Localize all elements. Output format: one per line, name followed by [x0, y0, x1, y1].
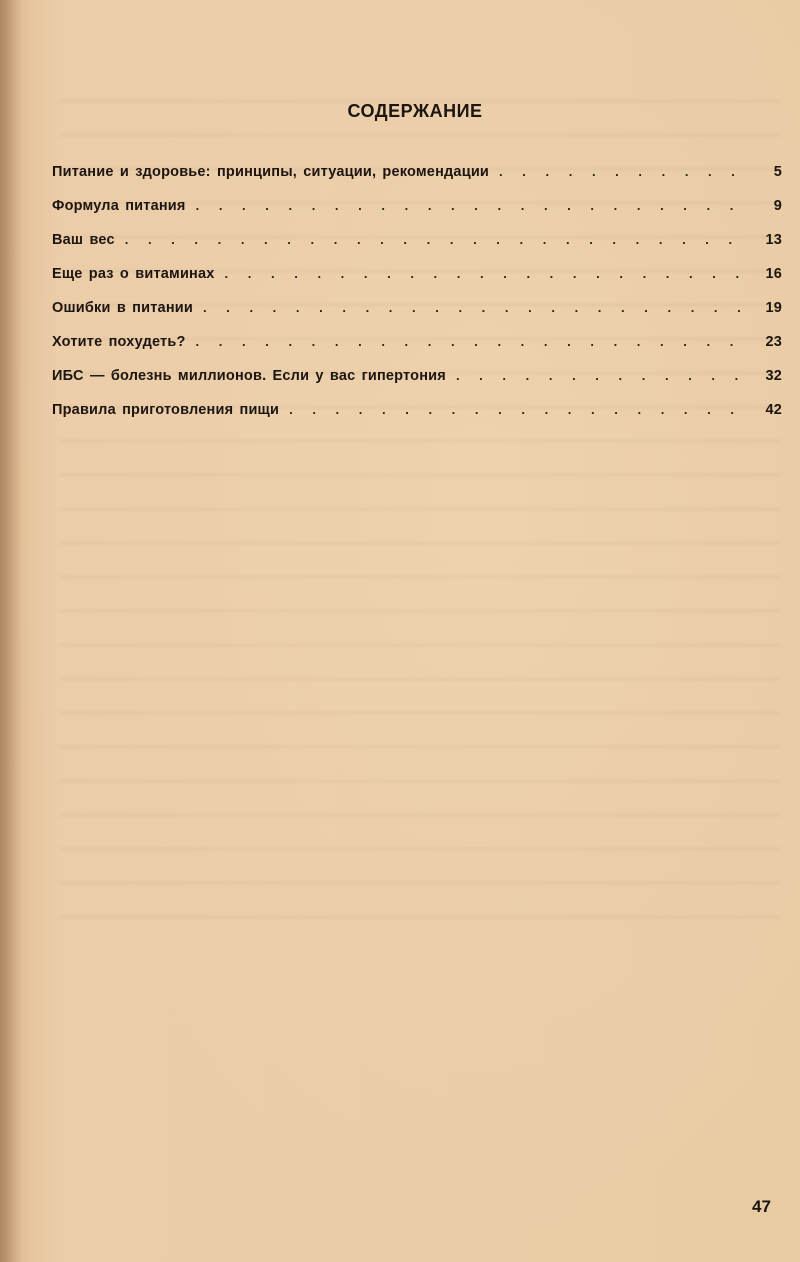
toc-entry-page: 16 [765, 266, 782, 282]
toc-entry-title: Хотите похудеть? [52, 334, 186, 350]
toc-entry [52, 266, 782, 300]
toc-entry-page: 32 [765, 368, 782, 384]
toc-entry-page: 23 [765, 334, 782, 350]
toc-entry-title: Еще раз о витаминах [52, 266, 215, 282]
dot-leader [225, 266, 744, 281]
dot-leader [203, 300, 744, 315]
toc-entry-page: 13 [765, 232, 782, 248]
toc-entry-page: 42 [765, 402, 782, 418]
toc-entry [52, 334, 782, 368]
toc-entry [52, 232, 782, 266]
toc-entry-page: 9 [773, 198, 782, 214]
toc-entry-title: Формула питания [52, 198, 186, 214]
dot-leader [196, 334, 744, 349]
spine-shadow [0, 0, 22, 1262]
table-of-contents [52, 164, 782, 436]
page-title: СОДЕРЖАНИЕ [347, 101, 483, 121]
toc-entry [52, 368, 782, 402]
toc-entry [52, 402, 782, 436]
toc-entry [52, 164, 782, 198]
toc-entry-title: Ошибки в питании [52, 300, 193, 316]
page-number: 47 [752, 1197, 771, 1216]
toc-entry [52, 198, 782, 232]
toc-entry [52, 300, 782, 334]
toc-entry-title: ИБС — болезнь миллионов. Если у вас гипертония [52, 368, 446, 384]
toc-entry-title: Правила приготовления пищи [52, 402, 280, 418]
dot-leader [289, 402, 744, 417]
toc-entry-page: 19 [765, 300, 782, 316]
toc-entry-title: Ваш вес [52, 232, 115, 248]
dot-leader [499, 164, 744, 179]
dot-leader [456, 368, 744, 383]
toc-entry-title: Питание и здоровье: принципы, ситуации, рекомендации [52, 164, 490, 180]
dot-leader [196, 198, 744, 213]
dot-leader [125, 232, 744, 247]
toc-entry-page: 5 [773, 164, 782, 180]
